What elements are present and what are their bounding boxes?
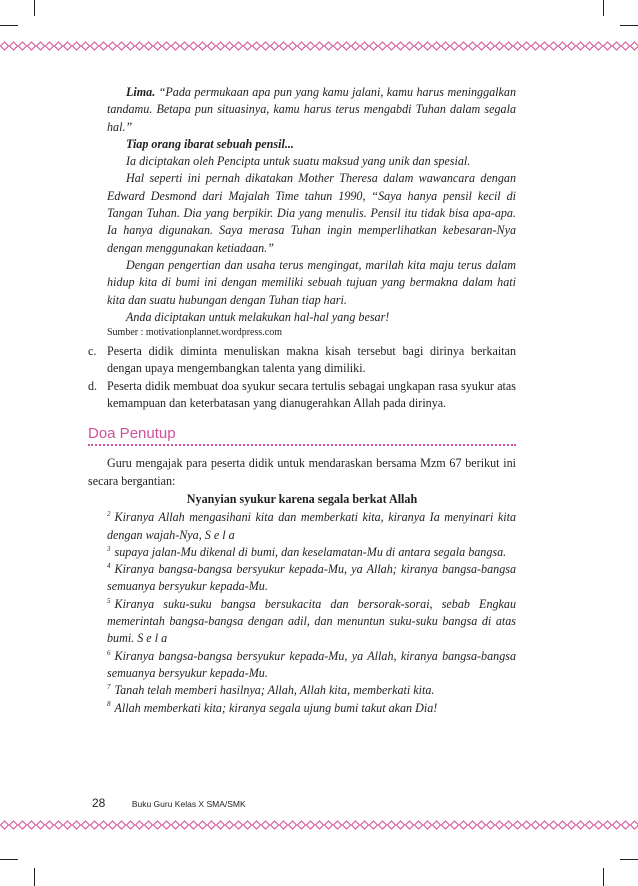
verse-text: Kiranya bangsa-bangsa bersyukur kepada-Mu, ya Allah, kiranya bangsa-bangsa semuanya bersyukur kepada-Mu. xyxy=(107,648,516,680)
verse-number: 8 xyxy=(107,700,111,709)
crop-mark-br-v xyxy=(603,868,604,886)
footer-book-title: Buku Guru Kelas X SMA/SMK xyxy=(131,799,246,809)
list-label: d. xyxy=(88,378,98,393)
story-subtitle: Tiap orang ibarat sebuah pensil... xyxy=(126,136,294,151)
list-item-d xyxy=(88,378,516,413)
verse-text: Kiranya bangsa-bangsa bersyukur kepada-Mu, ya Allah; kiranya bangsa-bangsa semuanya bersyukur kepada-Mu. xyxy=(107,562,516,594)
bottom-decorative-border xyxy=(0,820,638,830)
section-heading: Doa Penutup xyxy=(88,425,176,443)
list-label: c. xyxy=(88,344,97,359)
verse-text: Kiranya suku-suku bangsa bersukacita dan bersorak-sorai, sebab Engkau memerintah bangsa-bangsa dengan adil, dan menuntun suku-suku bangsa di atas bumi. S e l a xyxy=(107,596,516,646)
page-number: 28 xyxy=(92,796,106,810)
list-text: Peserta didik diminta menuliskan makna kisah tersebut bagi dirinya berkaitan dengan upaya mengembangkan talenta yang dimiliki. xyxy=(107,344,516,376)
list-item-c xyxy=(88,343,516,378)
story-closing: Anda diciptakan untuk melakukan hal-hal yang besar! xyxy=(126,309,390,324)
story-line1: Ia diciptakan oleh Pencipta untuk suatu maksud yang unik dan spesial. xyxy=(126,154,471,169)
crop-mark-br-h xyxy=(620,859,638,860)
page-content xyxy=(88,84,516,717)
psalm-verse xyxy=(88,509,516,544)
psalm-verse xyxy=(88,544,516,561)
page-footer xyxy=(92,794,246,812)
story-source: Sumber : motivationplannet.wordpress.com xyxy=(107,327,282,339)
crop-mark-tl-v xyxy=(34,0,35,16)
psalm-verse xyxy=(88,561,516,596)
crop-mark-bl-v xyxy=(34,868,35,886)
story-theresa-paragraph: Hal seperti ini pernah dikatakan Mother Theresa dalam wawancara dengan Edward Desmond dari Majalah Time tahun 1990, “Saya hanya pensil kecil di Tangan Tuhan. Dia yang berpikir. Dia yang menulis. Pensil itu tidak bisa apa-apa. Ia hanya digunakan. Saya merasa Tuhan ingin memperlihatkan kebesaran-Nya dengan menggunakan ketiadaan.” xyxy=(107,171,516,255)
psalm-verse xyxy=(88,700,516,717)
verse-text: supaya jalan-Mu dikenal di bumi, dan keselamatan-Mu di antara segala bangsa. xyxy=(114,544,507,559)
verse-number: 6 xyxy=(107,648,111,657)
psalm-verse xyxy=(88,682,516,699)
verse-number: 3 xyxy=(107,544,111,553)
verse-text: Allah memberkati kita; kiranya segala ujung bumi takut akan Dia! xyxy=(114,700,438,715)
psalm-verse xyxy=(88,596,516,648)
list-text: Peserta didik membuat doa syukur secara tertulis sebagai ungkapan rasa syukur atas kemampuan dan keterbatasan yang dianugerahkan Allah pada dirinya. xyxy=(107,378,516,411)
verse-text: Kiranya Allah mengasihani kita dan memberkati kita, kiranya Ia menyinari kita dengan wajah-Nya, S e l a xyxy=(107,510,516,542)
top-decorative-border xyxy=(0,41,638,51)
verse-number: 7 xyxy=(107,683,111,692)
crop-mark-tl-h xyxy=(0,25,18,26)
verse-number: 5 xyxy=(107,596,111,605)
crop-mark-bl-h xyxy=(0,859,18,860)
section-intro: Guru mengajak para peserta didik untuk mendaraskan bersama Mzm 67 berikut ini secara bergantian: xyxy=(88,456,516,488)
psalm-title: Nyanyian syukur karena segala berkat Allah xyxy=(186,491,418,506)
crop-mark-tr-h xyxy=(620,25,638,26)
story-pengertian-paragraph: Dengan pengertian dan usaha terus mengingat, marilah kita maju terus dalam hidup kita di bumi ini dengan memiliki sebuah tujuan yang bermakna dalam hati kita dan suatu hubungan dengan Tuhan tiap hari. xyxy=(107,257,516,307)
heading-dotted-divider xyxy=(88,444,516,446)
verse-number: 4 xyxy=(107,562,111,571)
story-lima-label: Lima. xyxy=(126,85,156,99)
story-lima-text: “Pada permukaan apa pun yang kamu jalani, kamu harus meninggalkan tandamu. Betapa pun situasinya, kamu harus terus mengabdi Tuhan dalam segala hal.” xyxy=(107,85,516,134)
story-lima-paragraph xyxy=(88,84,516,136)
crop-mark-tr-v xyxy=(603,0,604,16)
verse-number: 2 xyxy=(107,510,111,519)
psalm-verse xyxy=(88,648,516,683)
verse-text: Tanah telah memberi hasilnya; Allah, Allah kita, memberkati kita. xyxy=(114,683,435,698)
